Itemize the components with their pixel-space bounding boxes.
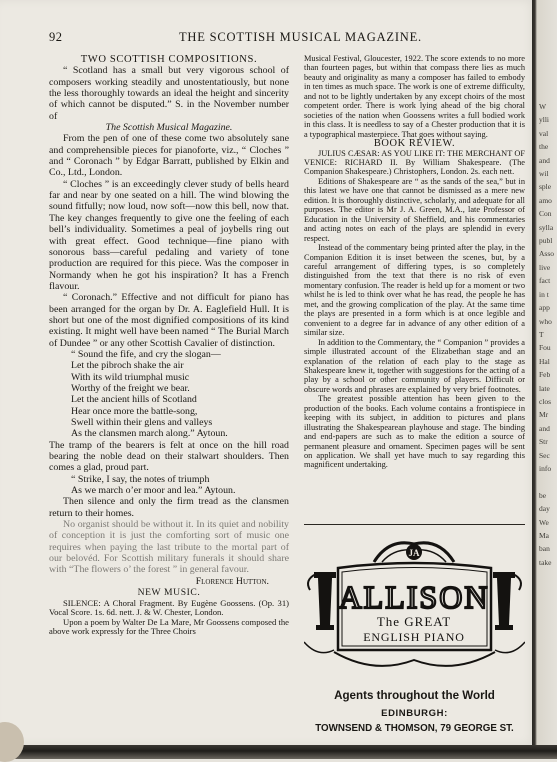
next-page-edge-text <box>539 100 557 569</box>
edge-fragment: sylla <box>539 222 554 232</box>
book-review-paragraph: Instead of the commentary being printed after the play, in the Companion Edition it is inset between the scenes, but, by a careful arrangement of differing types, is so completely distinguished from the text that there is no risk of even momentary confusion. The reader is held up for a moment or two whilst he is led to think over what he has read, the people he has met, and the growing complication of the play. At the same time the plays are presented in a form which is at once legible and convenient to a degree far in advance of any other edition of a similar size. <box>304 243 525 338</box>
right-capital <box>493 572 515 578</box>
edge-fragment: live <box>539 262 551 272</box>
article-paragraph: “ Coronach.” Effective and not difficult for piano has been arranged for the organ by Dr. A. Eaglefield Hull. It is short but one of the most dignified compositions of its kind existing. It might well have been named “ The Burial March of Dundee ” or any other Scottish Cavalier of distinction. <box>49 292 289 349</box>
ad-rule <box>304 524 525 525</box>
left-tail <box>304 642 334 653</box>
book-review-paragraph: In addition to the Commentary, the “ Companion ” provides a simple illustrated account of the Elizabethan stage and an explanation of the relation of each play to the stage as Shakespeare knew it, together with suggestions for the acting of a play by a school or other community of players. Difficult or obscure words and phrases are explained by very brief footnotes. <box>304 337 525 394</box>
page-header <box>49 30 525 46</box>
edge-fragment: Asso <box>539 249 555 259</box>
book-review-entry: JULIUS CÆSAR: AS YOU LIKE IT: THE MERCHANT OF VENICE: RICHARD II. By William Shakespeare. (The Companion Shakespeare.) Christophers, London. 2s. each nett. <box>304 148 525 177</box>
article-paragraph: “ Cloches ” is an exceedingly clever study of bells heard far and near by one seated on a hill. The wind blowing the sound fitfully; now loud, now soft—now this bell, now that. The key changes frequently to give one the feeling of each bell’s individuality. Sometimes a peal of joybells ring out with great effect. Good technique—fine piano with sonorous bass—careful pedaling and variety of tone production are required for this piece. Was the composer in Normandy when he got his inspiration? It has a French flavour. <box>49 178 289 292</box>
edge-fragment: in t <box>539 289 549 299</box>
right-tail <box>495 642 525 653</box>
edge-fragment: clos <box>539 396 552 406</box>
new-music-entry: SILENCE: A Choral Fragment. By Eugène Goossens. (Op. 31) Vocal Score. 1s. 6d. nett. J. & W. Chester, London. <box>49 597 289 618</box>
page-number: 92 <box>49 30 63 44</box>
edge-fragment: Fou <box>539 343 551 353</box>
new-music-paragraph-continued: Musical Festival, Gloucester, 1922. The score extends to no more than fourteen pages, but within that compass there lies as much beauty and originality as many a composer has failed to embody in ten times as much space. The work is one of extreme difficulty, and not to be lightly undertaken by any except choirs of the most competent order. There is work lying ahead of the big choral societies of the nation when Goossens writes a full bodied work in this class. It is needless to say of a Chester production that it is a typographical masterpiece. That goes without saying. <box>304 54 525 139</box>
ad-ornament <box>304 530 525 680</box>
left-capital <box>314 572 336 578</box>
edge-fragment <box>539 475 557 488</box>
poem-line: Hear once more the battle-song, <box>71 405 198 417</box>
edge-fragment: who <box>539 316 552 326</box>
monogram-letters: JA <box>408 548 420 558</box>
poem-line: Let the pibroch shake the air <box>71 360 184 372</box>
poem-line: Let the ancient hills of Scotland <box>71 394 197 406</box>
running-title: THE SCOTTISH MUSICAL MAGAZINE. <box>179 30 422 44</box>
poem-quote-2 <box>49 474 289 497</box>
article-signature: Florence Hutton. <box>195 575 269 587</box>
edge-fragment: W <box>539 102 547 111</box>
edge-fragment: day <box>539 504 550 514</box>
right-column <box>304 54 525 470</box>
book-review-paragraph: Editions of Shakespeare are “ as the sands of the sea,” but in this latest we have one that cannot be dismissed as a mere new edition. It is thoroughly distinctive, scholarly, and adequate for all purposes. The editor is Mr J. A. Green, M.A., late Professor of Education in the University of Sheffield, and his commentaries and acting notes on each of the plays are splendid in every respect. <box>304 176 525 243</box>
ad-tagline-1: The GREAT <box>376 614 452 629</box>
edge-fragment: T <box>539 329 544 339</box>
article-paragraph: The tramp of the bearers is felt at once on the hill road bearing the noble dead on their stalwart shoulders. Then comes a glad, proud part. <box>49 439 289 474</box>
edge-fragment: ban <box>539 544 550 554</box>
edge-fragment: wil <box>539 169 549 179</box>
edge-fragment: Ma <box>539 531 549 540</box>
article-paragraph: “ Scotland has a small but very vigorous school of composers working steadily and unostentatiously, but none the less thoroughly towards an ideal the height and sincerity of which cannot be disputed.” S. in the November number of <box>49 65 289 122</box>
edge-fragment: info <box>539 463 552 473</box>
poem-line: “ Strike, I say, the notes of triumph <box>71 473 210 485</box>
left-column-shaft <box>318 578 332 625</box>
ad-tagline-2: ENGLISH PIANO <box>363 630 465 644</box>
edge-fragment: fact <box>539 276 551 286</box>
left-column <box>49 54 289 637</box>
book-bottom-edge <box>0 745 557 759</box>
article-paragraph: Then silence and only the firm tread as the clansmen return to their homes. <box>49 496 289 519</box>
edge-fragment: Str <box>539 437 548 447</box>
edge-fragment: amo <box>539 195 552 205</box>
magazine-reference: The Scottish Musical Magazine. <box>105 122 233 134</box>
new-music-paragraph-start: Upon a poem by Walter De La Mare, Mr Goossens composed the above work expressly for the Three Choirs <box>49 616 289 637</box>
ad-brand: ALLISON <box>338 579 490 615</box>
edge-fragment: late <box>539 383 550 393</box>
left-base <box>316 625 334 630</box>
edge-fragment: val <box>539 128 549 138</box>
edge-fragment: Feb <box>539 370 551 380</box>
ad-agents-line: Agents throughout the World <box>334 689 495 702</box>
right-base <box>495 625 513 630</box>
article-paragraph: No organist should be without it. In its quiet and nobility of conception it is just the comforting sort of music one requires when paying the last tribute to the mortal part of our belovéd. For Scottish military funerals it should share with “The flowers o’ the forest ” in general favour. <box>49 519 289 576</box>
ad-city: EDINBURGH: <box>381 708 448 719</box>
poem-quote <box>49 349 289 440</box>
right-column-shaft <box>497 578 511 625</box>
poem-line: “ Sound the fife, and cry the slogan— <box>71 348 221 360</box>
edge-fragment: be <box>539 490 547 500</box>
article-title: TWO SCOTTISH COMPOSITIONS. <box>80 54 258 65</box>
edge-fragment: and <box>539 155 550 165</box>
edge-fragment: and <box>539 423 550 433</box>
edge-fragment: publ <box>539 236 553 246</box>
edge-fragment: Mr <box>539 410 549 420</box>
edge-fragment: app <box>539 303 550 313</box>
new-music-heading: NEW MUSIC. <box>137 587 201 599</box>
poem-line: With its wild triumphal music <box>71 371 190 383</box>
book-review-heading: BOOK REVIEW. <box>373 138 456 150</box>
allison-piano-advertisement <box>304 530 525 738</box>
poem-line: As we march o’er moor and lea.” Aytoun. <box>71 485 236 497</box>
poem-line: As the clansmen march along.” Aytoun. <box>71 428 228 440</box>
book-review-paragraph: The greatest possible attention has been given to the production of the books. Each volume contains a frontispiece in keeping with its subject, in addition to pictures and plans illustrating the Shakespearean playhouse and stage. The binding and end-papers are such as to make the edition a source of permanent pleasure and ornament. Specimen pages will be sent on application. We shall yet have much to say regarding this magnificent undertaking. <box>304 394 525 470</box>
edge-fragment: ylli <box>539 115 550 125</box>
ad-address: TOWNSEND & THOMSON, 79 GEORGE ST. <box>315 723 514 734</box>
edge-fragment: the <box>539 142 549 152</box>
edge-fragment: We <box>539 517 549 527</box>
bottom-swag <box>334 652 495 666</box>
edge-fragment: sple <box>539 182 552 192</box>
edge-fragment: Sec <box>539 450 550 460</box>
edge-fragment: Con <box>539 209 552 219</box>
poem-line: Swell within their glens and valleys <box>71 417 213 428</box>
poem-line: Worthy of the freight we bear. <box>71 382 190 394</box>
edge-fragment: Hal <box>539 356 550 366</box>
article-paragraph: From the pen of one of these come two absolutely sane and comprehensible pieces for pianoforte, viz., “ Cloches ” and “ Coronach ” by Edgar Barratt, published by Elkin and Co., Ltd., London. <box>49 133 289 179</box>
edge-fragment: take <box>539 557 552 567</box>
